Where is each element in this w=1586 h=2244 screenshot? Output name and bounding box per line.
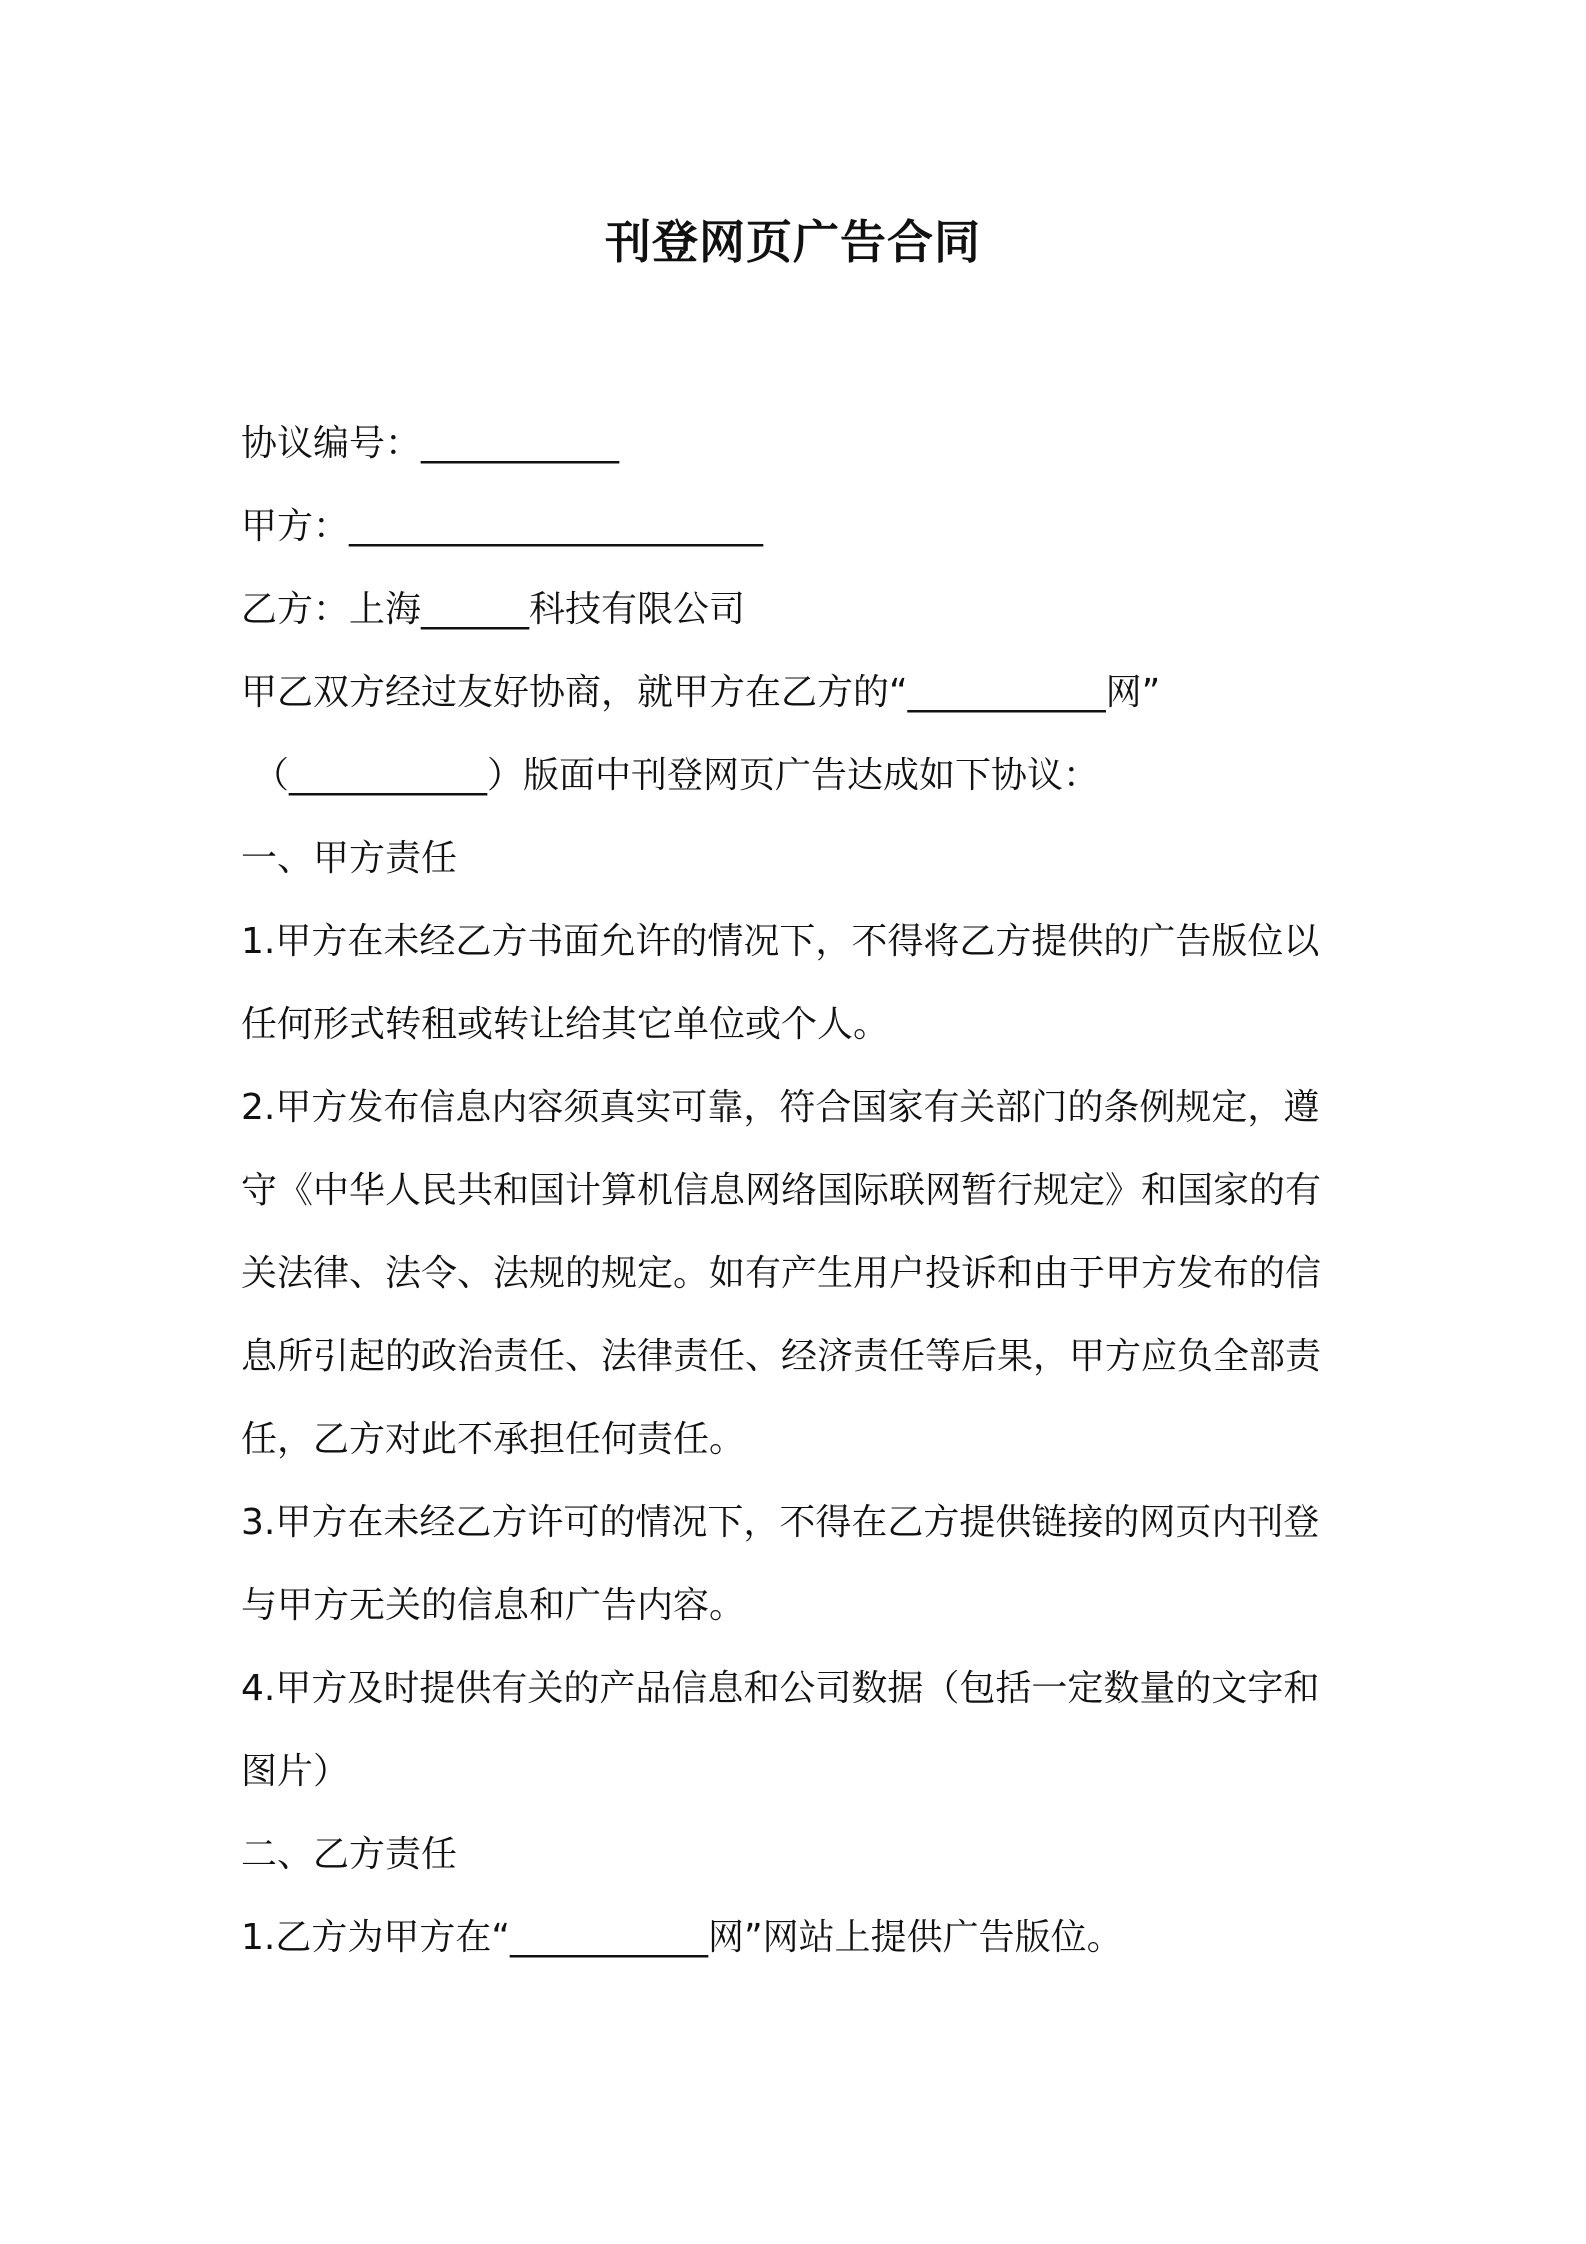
document-body xyxy=(241,402,1361,1979)
section-heading-party-a: 一、甲方责任 xyxy=(241,838,458,879)
clause-line: 守《中华人民共和国计算机信息网络国际联网暂行规定》和国家的有 xyxy=(241,1170,1322,1211)
clause-line: 与甲方无关的信息和广告内容。 xyxy=(241,1585,746,1626)
clause-line: 息所引起的政治责任、法律责任、经济责任等后果，甲方应负全部责 xyxy=(241,1336,1322,1377)
clause-line: 任何形式转租或转让给其它单位或个人。 xyxy=(241,1004,890,1045)
clause-line: 4.甲方及时提供有关的产品信息和公司数据（包括一定数量的文字和 xyxy=(241,1668,1320,1709)
section-heading-party-b: 二、乙方责任 xyxy=(241,1834,458,1875)
document-title: 刊登网页广告合同 xyxy=(605,215,981,269)
agreement-number-line: 协议编号：___________ xyxy=(241,423,620,464)
clause-line: 关法律、法令、法规的规定。如有产生用户投诉和由于甲方发布的信 xyxy=(241,1253,1322,1294)
clause-line: 1.乙方为甲方在“___________网”网站上提供广告版位。 xyxy=(241,1917,1123,1958)
party-a-line: 甲方：_______________________ xyxy=(241,506,764,547)
clause-line: 3.甲方在未经乙方许可的情况下，不得在乙方提供链接的网页内刊登 xyxy=(241,1502,1320,1543)
clause-line: 图片） xyxy=(241,1751,350,1792)
preamble-line: （___________）版面中刊登网页广告达成如下协议： xyxy=(253,755,1100,796)
preamble-line: 甲乙双方经过友好协商，就甲方在乙方的“___________网” xyxy=(241,672,1161,713)
clause-line: 任，乙方对此不承担任何责任。 xyxy=(241,1419,746,1460)
party-b-line: 乙方：上海______科技有限公司 xyxy=(241,589,746,630)
clause-line: 2.甲方发布信息内容须真实可靠，符合国家有关部门的条例规定，遵 xyxy=(241,1087,1320,1128)
clause-line: 1.甲方在未经乙方书面允许的情况下，不得将乙方提供的广告版位以 xyxy=(241,921,1320,962)
